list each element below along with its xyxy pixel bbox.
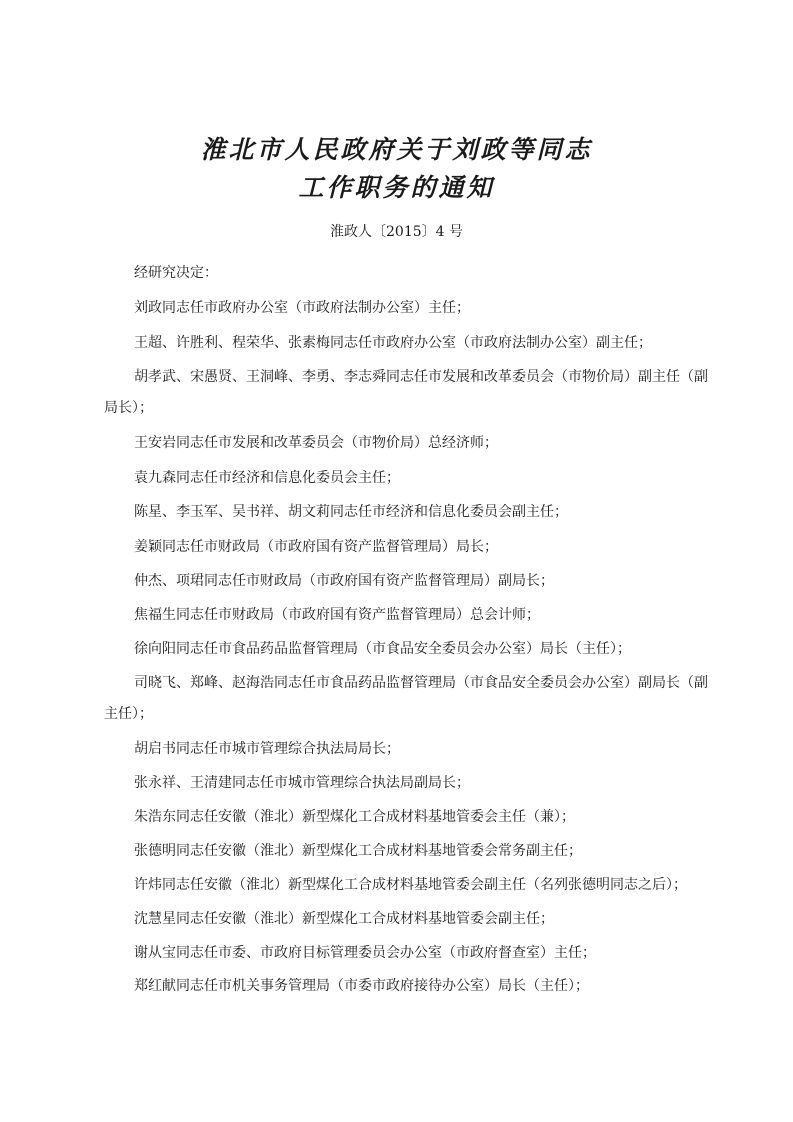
paragraph: 焦福生同志任市财政局（市政府国有资产监督管理局）总会计师； [134, 607, 540, 623]
paragraph: 胡孝武、宋愚贤、王洞峰、李勇、李志舜同志任市发展和改革委员会（市物价局）副主任（副 [134, 369, 708, 385]
paragraph: 郑红献同志任市机关事务管理局（市委市政府接待办公室）局长（主任）； [134, 978, 589, 994]
paragraph: 姜颖同志任市财政局（市政府国有资产监督管理局）局长； [134, 539, 498, 555]
paragraph: 许炜同志任安徽（淮北）新型煤化工合成材料基地管委会副主任（名列张德明同志之后）； [134, 877, 687, 893]
document-number: 淮政人〔2015〕4 号 [330, 224, 463, 240]
paragraph: 徐向阳同志任市食品药品监督管理局（市食品安全委员会办公室）局长（主任）； [134, 641, 631, 657]
paragraph: 谢从宝同志任市委、市政府目标管理委员会办公室（市政府督查室）主任； [134, 945, 596, 961]
paragraph: 张永祥、王清建同志任市城市管理综合执法局副局长； [134, 775, 470, 791]
paragraph: 仲杰、项珺同志任市财政局（市政府国有资产监督管理局）副局长； [134, 573, 554, 589]
paragraph: 刘政同志任市政府办公室（市政府法制办公室）主任； [134, 300, 470, 316]
paragraph: 沈慧星同志任安徽（淮北）新型煤化工合成材料基地管委会副主任； [134, 911, 554, 927]
document-title-line2: 工作职务的通知 [298, 173, 495, 202]
paragraph: 朱浩东同志任安徽（淮北）新型煤化工合成材料基地管委会主任（兼）； [134, 809, 575, 825]
paragraph: 司晓飞、郑峰、赵海浩同志任市食品药品监督管理局（市食品安全委员会办公室）副局长（副 [134, 675, 708, 691]
paragraph: 陈星、李玉军、吴书祥、胡文莉同志任市经济和信息化委员会副主任； [134, 504, 568, 520]
paragraph: 王超、许胜利、程荣华、张素梅同志任市政府办公室（市政府法制办公室）副主任； [134, 335, 652, 351]
paragraph: 袁九森同志任市经济和信息化委员会主任； [134, 470, 400, 486]
paragraph: 张德明同志任安徽（淮北）新型煤化工合成材料基地管委会常务副主任； [134, 843, 582, 859]
document-title-line1: 淮北市人民政府关于刘政等同志 [200, 135, 593, 164]
paragraph: 胡启书同志任市城市管理综合执法局局长； [134, 741, 400, 757]
paragraph-continuation: 局长）； [104, 400, 153, 416]
paragraph: 经研究决定： [134, 265, 218, 281]
paragraph-continuation: 主任）； [104, 706, 153, 722]
paragraph: 王安岩同志任市发展和改革委员会（市物价局）总经济师； [134, 435, 498, 451]
